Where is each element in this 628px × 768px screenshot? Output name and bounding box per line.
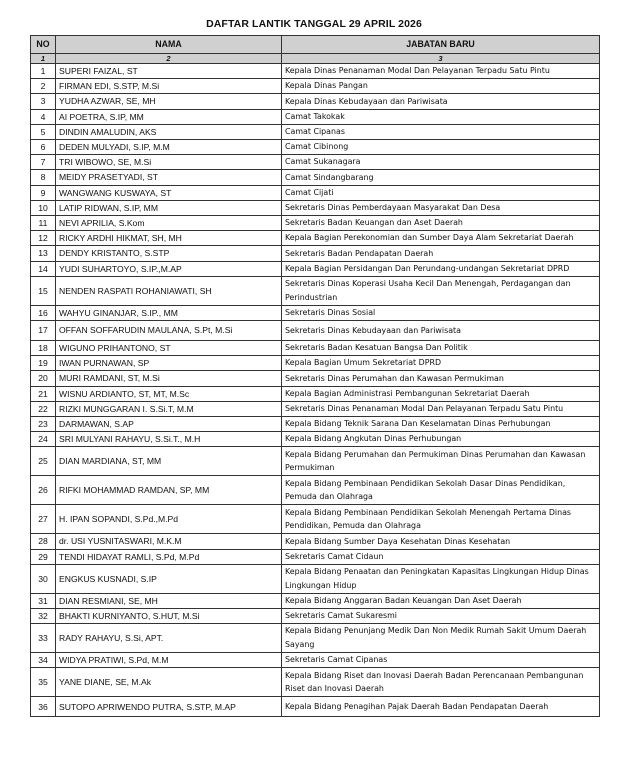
table-row	[31, 170, 600, 185]
row-nama: DIAN RESMIANI, SE, MH	[56, 593, 282, 608]
row-nama: dr. USI YUSNITASWARI, M.K.M	[56, 534, 282, 549]
row-nama: MURI RAMDANI, ST, M.Si	[56, 371, 282, 386]
row-number: 25	[31, 447, 56, 476]
table-row	[31, 109, 600, 124]
table-row	[31, 609, 600, 624]
table-row	[31, 432, 600, 447]
row-jabatan: Sekretaris Dinas Penanaman Modal Dan Pelayanan Terpadu Satu Pintu	[282, 401, 600, 416]
row-jabatan: Kepala Bidang Pembinaan Pendidikan Sekolah Dasar Dinas Pendidikan, Pemuda dan Olahraga	[282, 476, 600, 505]
table-row	[31, 246, 600, 261]
row-nama: YUDHA AZWAR, SE, MH	[56, 94, 282, 109]
row-number: 14	[31, 261, 56, 276]
row-number: 17	[31, 321, 56, 341]
table-row	[31, 417, 600, 432]
row-nama: YANE DIANE, SE, M.Ak	[56, 668, 282, 697]
column-index-row	[31, 54, 600, 64]
table-row	[31, 386, 600, 401]
row-jabatan: Kepala Dinas Kebudayaan dan Pariwisata	[282, 94, 600, 109]
row-number: 23	[31, 417, 56, 432]
row-nama: SRI MULYANI RAHAYU, S.Si.T., M.H	[56, 432, 282, 447]
row-jabatan: Sekretaris Badan Pendapatan Daerah	[282, 246, 600, 261]
row-number: 16	[31, 305, 56, 320]
row-number: 32	[31, 609, 56, 624]
table-row	[31, 697, 600, 717]
row-nama: NEVI APRILIA, S.Kom	[56, 216, 282, 231]
row-jabatan: Kepala Bagian Perekonomian dan Sumber Daya Alam Sekretariat Daerah	[282, 231, 600, 246]
row-number: 9	[31, 185, 56, 200]
table-row	[31, 341, 600, 356]
row-jabatan: Sekretaris Camat Cidaun	[282, 549, 600, 564]
table-row	[31, 200, 600, 215]
row-number: 20	[31, 371, 56, 386]
row-jabatan: Sekretaris Badan Keuangan dan Aset Daerah	[282, 216, 600, 231]
row-jabatan: Kepala Bagian Administrasi Pembangunan Sekretariat Daerah	[282, 386, 600, 401]
row-number: 12	[31, 231, 56, 246]
row-number: 5	[31, 124, 56, 139]
row-number: 4	[31, 109, 56, 124]
table-row	[31, 564, 600, 593]
row-jabatan: Kepala Dinas Penanaman Modal Dan Pelayanan Terpadu Satu Pintu	[282, 64, 600, 79]
row-nama: NENDEN RASPATI ROHANIAWATI, SH	[56, 276, 282, 305]
row-nama: DARMAWAN, S.AP	[56, 417, 282, 432]
row-number: 31	[31, 593, 56, 608]
table-row	[31, 216, 600, 231]
row-number: 8	[31, 170, 56, 185]
row-number: 29	[31, 549, 56, 564]
table-row	[31, 505, 600, 534]
row-jabatan: Kepala Bagian Persidangan Dan Perundang-undangan Sekretariat DPRD	[282, 261, 600, 276]
table-row	[31, 371, 600, 386]
row-nama: WAHYU GINANJAR, S.IP., MM	[56, 305, 282, 320]
row-nama: DENDY KRISTANTO, S.STP	[56, 246, 282, 261]
row-nama: YUDI SUHARTOYO, S.IP.,M.AP	[56, 261, 282, 276]
table-row	[31, 356, 600, 371]
row-nama: TRI WIBOWO, SE, M.Si	[56, 155, 282, 170]
table-row	[31, 668, 600, 697]
row-nama: SUTOPO APRIWENDO PUTRA, S.STP, M.AP	[56, 697, 282, 717]
row-number: 33	[31, 624, 56, 653]
row-nama: DIAN MARDIANA, ST, MM	[56, 447, 282, 476]
table-row	[31, 124, 600, 139]
document-title: DAFTAR LANTIK TANGGAL 29 APRIL 2026	[206, 18, 422, 30]
table-row	[31, 593, 600, 608]
appointment-table	[30, 35, 600, 717]
row-number: 34	[31, 653, 56, 668]
row-nama: DEDEN MULYADI, S.IP, M.M	[56, 140, 282, 155]
row-jabatan: Kepala Bidang Riset dan Inovasi Daerah Badan Perencanaan Pembangunan Riset dan Inovasi Daerah	[282, 668, 600, 697]
row-jabatan: Camat Cibinong	[282, 140, 600, 155]
row-nama: H. IPAN SOPANDI, S.Pd.,M.Pd	[56, 505, 282, 534]
row-jabatan: Sekretaris Camat Sukaresmi	[282, 609, 600, 624]
row-number: 27	[31, 505, 56, 534]
row-nama: DINDIN AMALUDIN, AKS	[56, 124, 282, 139]
row-nama: WISNU ARDIANTO, ST, MT, M.Sc	[56, 386, 282, 401]
row-jabatan: Kepala Bagian Umum Sekretariat DPRD	[282, 356, 600, 371]
table-row	[31, 261, 600, 276]
row-number: 18	[31, 341, 56, 356]
table-row	[31, 64, 600, 79]
row-jabatan: Kepala Bidang Anggaran Badan Keuangan Dan Aset Daerah	[282, 593, 600, 608]
row-nama: WIDYA PRATIWI, S.Pd, M.M	[56, 653, 282, 668]
row-nama: RICKY ARDHI HIKMAT, SH, MH	[56, 231, 282, 246]
row-jabatan: Kepala Bidang Sumber Daya Kesehatan Dinas Kesehatan	[282, 534, 600, 549]
row-number: 19	[31, 356, 56, 371]
row-nama: SUPERI FAIZAL, ST	[56, 64, 282, 79]
row-jabatan: Sekretaris Dinas Kebudayaan dan Pariwisata	[282, 321, 600, 341]
row-jabatan: Sekretaris Camat Cipanas	[282, 653, 600, 668]
row-nama: AI POETRA, S.IP, MM	[56, 109, 282, 124]
row-nama: ENGKUS KUSNADI, S.IP	[56, 564, 282, 593]
column-index: 2	[56, 54, 282, 64]
table-row	[31, 476, 600, 505]
table-row	[31, 401, 600, 416]
row-jabatan: Sekretaris Badan Kesatuan Bangsa Dan Politik	[282, 341, 600, 356]
row-number: 24	[31, 432, 56, 447]
table-header-row	[31, 36, 600, 54]
row-jabatan: Sekretaris Dinas Koperasi Usaha Kecil Dan Menengah, Perdagangan dan Perindustrian	[282, 276, 600, 305]
row-nama: IWAN PURNAWAN, SP	[56, 356, 282, 371]
row-nama: OFFAN SOFFARUDIN MAULANA, S.Pt, M.Si	[56, 321, 282, 341]
table-row	[31, 653, 600, 668]
row-number: 3	[31, 94, 56, 109]
header-jabatan: JABATAN BARU	[282, 36, 600, 54]
table-row	[31, 624, 600, 653]
header-no: NO	[31, 36, 56, 54]
header-nama: NAMA	[56, 36, 282, 54]
row-number: 10	[31, 200, 56, 215]
row-nama: LATIP RIDWAN, S.IP, MM	[56, 200, 282, 215]
row-nama: BHAKTI KURNIYANTO, S.HUT, M.Si	[56, 609, 282, 624]
table-row	[31, 185, 600, 200]
row-nama: FIRMAN EDI, S.STP, M.Si	[56, 79, 282, 94]
row-number: 7	[31, 155, 56, 170]
table-row	[31, 140, 600, 155]
row-nama: WANGWANG KUSWAYA, ST	[56, 185, 282, 200]
row-nama: WIGUNO PRIHANTONO, ST	[56, 341, 282, 356]
table-row	[31, 305, 600, 320]
table-row	[31, 321, 600, 341]
row-number: 36	[31, 697, 56, 717]
row-number: 26	[31, 476, 56, 505]
row-jabatan: Kepala Bidang Penaatan dan Peningkatan Kapasitas Lingkungan Hidup Dinas Lingkungan Hidup	[282, 564, 600, 593]
row-jabatan: Camat Cijati	[282, 185, 600, 200]
row-number: 1	[31, 64, 56, 79]
row-nama: MEIDY PRASETYADI, ST	[56, 170, 282, 185]
column-index: 1	[31, 54, 56, 64]
row-jabatan: Kepala Bidang Teknik Sarana Dan Keselamatan Dinas Perhubungan	[282, 417, 600, 432]
row-number: 6	[31, 140, 56, 155]
row-number: 13	[31, 246, 56, 261]
row-number: 2	[31, 79, 56, 94]
row-jabatan: Sekretaris Dinas Perumahan dan Kawasan Permukiman	[282, 371, 600, 386]
row-jabatan: Kepala Bidang Penunjang Medik Dan Non Medik Rumah Sakit Umum Daerah Sayang	[282, 624, 600, 653]
row-jabatan: Kepala Bidang Perumahan dan Permukiman Dinas Perumahan dan Kawasan Permukiman	[282, 447, 600, 476]
table-row	[31, 276, 600, 305]
row-jabatan: Camat Sindangbarang	[282, 170, 600, 185]
row-jabatan: Camat Cipanas	[282, 124, 600, 139]
row-jabatan: Camat Sukanagara	[282, 155, 600, 170]
row-number: 15	[31, 276, 56, 305]
row-jabatan: Sekretaris Dinas Sosial	[282, 305, 600, 320]
row-number: 28	[31, 534, 56, 549]
row-jabatan: Sekretaris Dinas Pemberdayaan Masyarakat Dan Desa	[282, 200, 600, 215]
row-number: 22	[31, 401, 56, 416]
row-nama: RIZKI MUNGGARAN I. S.Si.T, M.M	[56, 401, 282, 416]
row-jabatan: Kepala Bidang Angkutan Dinas Perhubungan	[282, 432, 600, 447]
table-row	[31, 549, 600, 564]
table-row	[31, 155, 600, 170]
row-nama: TENDI HIDAYAT RAMLI, S.Pd, M.Pd	[56, 549, 282, 564]
table-row	[31, 94, 600, 109]
table-row	[31, 447, 600, 476]
column-index: 3	[282, 54, 600, 64]
row-jabatan: Kepala Bidang Penagihan Pajak Daerah Badan Pendapatan Daerah	[282, 697, 600, 717]
row-number: 11	[31, 216, 56, 231]
row-number: 21	[31, 386, 56, 401]
table-row	[31, 534, 600, 549]
table-row	[31, 231, 600, 246]
row-jabatan: Kepala Dinas Pangan	[282, 79, 600, 94]
row-nama: RADY RAHAYU, S.Si, APT.	[56, 624, 282, 653]
row-nama: RIFKI MOHAMMAD RAMDAN, SP, MM	[56, 476, 282, 505]
table-row	[31, 79, 600, 94]
row-number: 35	[31, 668, 56, 697]
row-number: 30	[31, 564, 56, 593]
row-jabatan: Kepala Bidang Pembinaan Pendidikan Sekolah Menengah Pertama Dinas Pendidikan, Pemuda dan Olahraga	[282, 505, 600, 534]
row-jabatan: Camat Takokak	[282, 109, 600, 124]
